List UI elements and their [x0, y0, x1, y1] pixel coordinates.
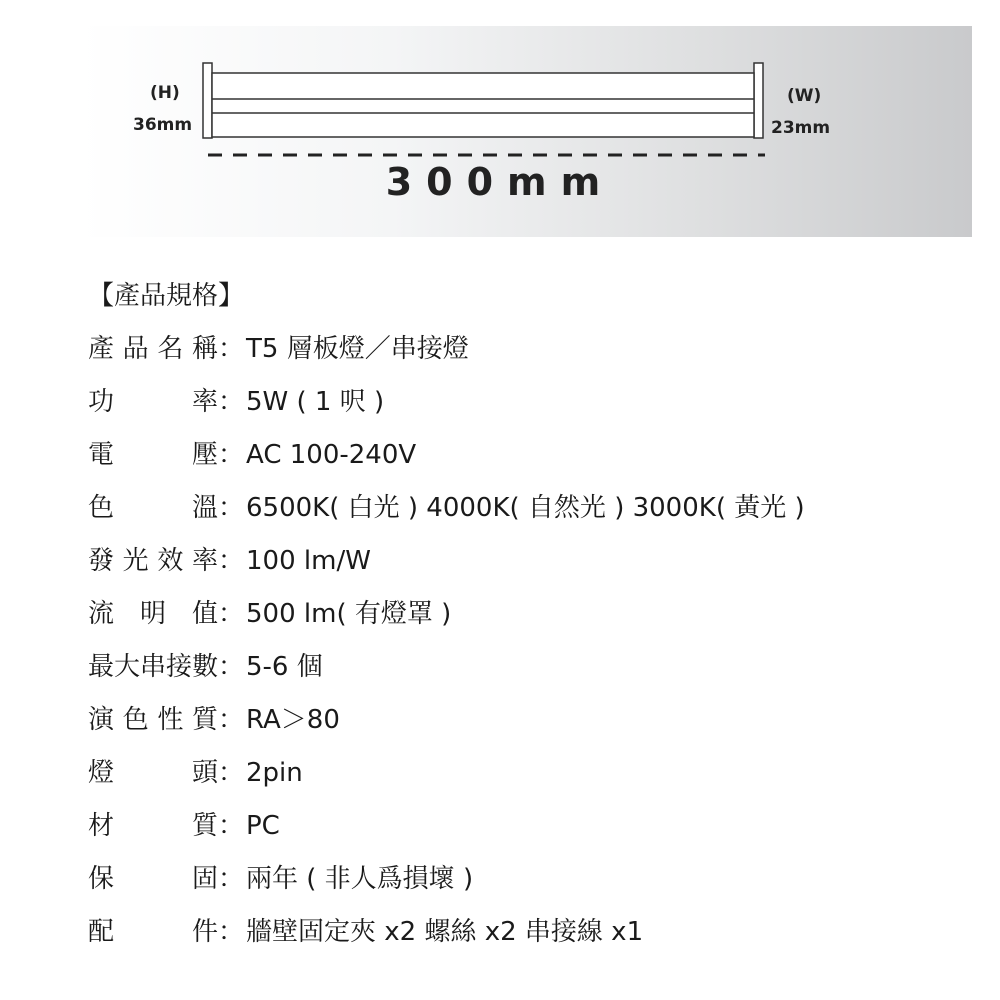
spec-label: [88, 853, 218, 906]
height-value: 36mm: [133, 115, 193, 135]
spec-label-char: 稱: [191, 334, 218, 364]
spec-row: [88, 323, 469, 376]
spec-label: [88, 747, 218, 800]
spec-value: T5 層板燈／串接燈: [246, 334, 469, 364]
spec-label-char: 材: [88, 811, 115, 841]
spec-row: [88, 853, 474, 906]
spec-label-char: 品: [122, 334, 149, 364]
spec-label-char: 質: [191, 705, 218, 735]
spec-label: [88, 429, 218, 482]
spec-colon: ：: [218, 387, 245, 417]
spec-value: 500 lm( 有燈罩 ): [246, 599, 452, 629]
spec-value: 2pin: [246, 758, 303, 788]
spec-label-char: 明: [139, 599, 166, 629]
spec-colon: ：: [218, 440, 245, 470]
spec-row: [88, 482, 805, 535]
spec-label-char: 功: [88, 387, 115, 417]
spec-label-char: 件: [191, 917, 218, 947]
spec-label-char: 發: [88, 546, 115, 576]
spec-row: [88, 641, 323, 694]
spec-row: [88, 694, 340, 747]
spec-label-char: 電: [88, 440, 115, 470]
spec-row: [88, 906, 644, 959]
spec-row: [88, 376, 385, 429]
spec-value: AC 100-240V: [246, 440, 417, 470]
spec-label-char: 頭: [191, 758, 218, 788]
spec-colon: ：: [218, 599, 245, 629]
width-value: 23mm: [771, 118, 831, 138]
spec-list: [88, 323, 805, 959]
spec-value: 5-6 個: [246, 652, 323, 682]
spec-label-char: 名: [157, 334, 184, 364]
height-label: (H): [150, 83, 180, 103]
spec-row: [88, 800, 280, 853]
spec-label-char: 大: [114, 652, 141, 682]
spec-label-char: 效: [157, 546, 184, 576]
product-specifications: [88, 270, 805, 959]
spec-label-char: 光: [122, 546, 149, 576]
spec-label-char: 燈: [88, 758, 115, 788]
spec-colon: ：: [218, 811, 245, 841]
spec-label: [88, 906, 218, 959]
spec-label: [88, 376, 218, 429]
spec-value: 兩年 ( 非人爲損壞 ): [246, 864, 474, 894]
spec-label-char: 壓: [191, 440, 218, 470]
spec-label: [88, 800, 218, 853]
spec-label: [88, 323, 218, 376]
spec-label: [88, 588, 218, 641]
spec-colon: ：: [218, 334, 245, 364]
spec-row: [88, 429, 417, 482]
spec-label: [88, 535, 218, 588]
spec-label-char: 配: [88, 917, 115, 947]
spec-label-char: 值: [191, 599, 218, 629]
spec-value: 牆壁固定夾 x2 螺絲 x2 串接線 x1: [246, 917, 644, 947]
spec-label-char: 接: [166, 652, 193, 682]
spec-colon: ：: [218, 705, 245, 735]
spec-colon: ：: [218, 652, 245, 682]
spec-label: [88, 694, 218, 747]
spec-row: [88, 535, 371, 588]
length-value: 300mm: [385, 160, 615, 204]
spec-colon: ：: [218, 758, 245, 788]
spec-label-char: 色: [88, 493, 115, 523]
spec-colon: ：: [218, 546, 245, 576]
fixture-right-endcap: [754, 63, 763, 138]
spec-value: PC: [246, 811, 280, 841]
spec-value: 6500K( 白光 ) 4000K( 自然光 ) 3000K( 黃光 ): [246, 493, 805, 523]
fixture-body: [212, 73, 754, 137]
spec-label-char: 性: [157, 705, 184, 735]
spec-label-char: 演: [88, 705, 115, 735]
spec-label-char: 產: [88, 334, 115, 364]
spec-label-char: 串: [140, 652, 167, 682]
spec-label-char: 率: [191, 387, 218, 417]
spec-label-char: 質: [191, 811, 218, 841]
spec-value: 100 lm/W: [246, 546, 371, 576]
spec-value: RA＞80: [246, 705, 340, 735]
spec-row: [88, 747, 303, 800]
specs-title: 【產品規格】: [88, 281, 245, 311]
spec-colon: ：: [218, 917, 245, 947]
spec-colon: ：: [218, 864, 245, 894]
spec-label-char: 率: [191, 546, 218, 576]
spec-label-char: 色: [122, 705, 149, 735]
spec-label-char: 固: [191, 864, 218, 894]
spec-row: [88, 588, 452, 641]
spec-label: [88, 641, 218, 694]
spec-value: 5W ( 1 呎 ): [246, 387, 385, 417]
fixture-left-endcap: [203, 63, 212, 138]
spec-label-char: 數: [192, 652, 219, 682]
width-label: (W): [787, 86, 822, 106]
spec-label-char: 保: [88, 864, 115, 894]
spec-label-char: 最: [88, 652, 115, 682]
spec-colon: ：: [218, 493, 245, 523]
spec-label-char: 流: [88, 599, 115, 629]
spec-label-char: 溫: [191, 493, 218, 523]
spec-label: [88, 482, 218, 535]
